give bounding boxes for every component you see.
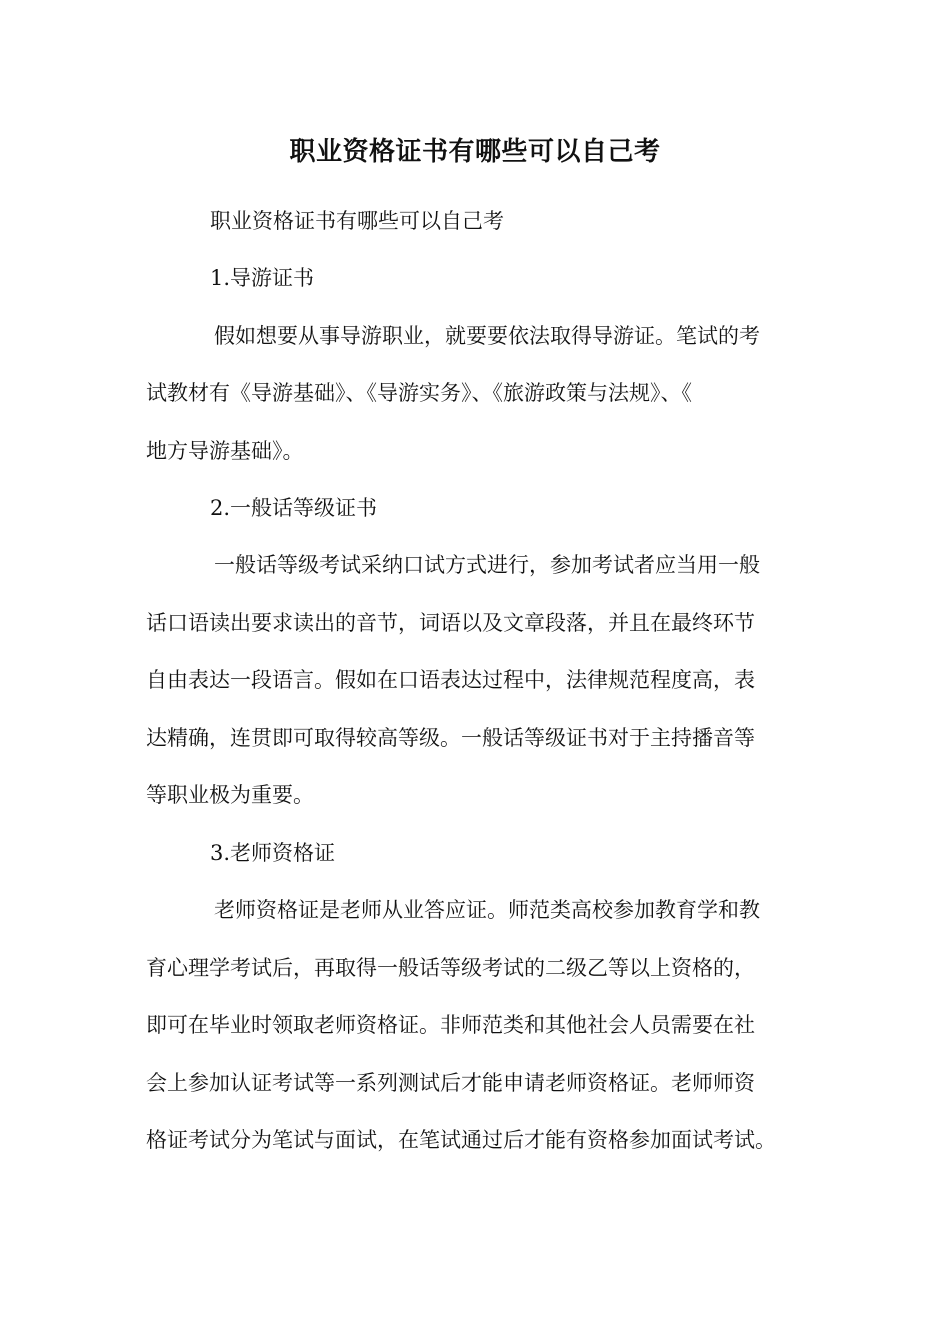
paragraph-line: 话口语读出要求读出的音节，词语以及文章段落，并且在最终环节 [146,611,755,635]
section-heading-2: 2.一般话等级证书 [210,496,378,520]
paragraph-line: 达精确，连贯即可取得较高等级。一般话等级证书对于主持播音等 [146,726,755,750]
section-heading-3: 3.老师资格证 [210,841,336,865]
paragraph-line: 老师资格证是老师从业答应证。师范类高校参加教育学和教 [214,898,760,922]
subtitle-line: 职业资格证书有哪些可以自己考 [210,209,504,233]
paragraph-line: 自由表达一段语言。假如在口语表达过程中，法律规范程度高，表 [146,668,755,692]
paragraph-line: 会上参加认证考试等一系列测试后才能申请老师资格证。老师师资 [146,1071,755,1095]
paragraph-line: 地方导游基础》。 [146,439,304,463]
paragraph-line: 育心理学考试后，再取得一般话等级考试的二级乙等以上资格的， [146,956,755,980]
paragraph-line: 等职业极为重要。 [146,783,314,807]
paragraph-line: 即可在毕业时领取老师资格证。非师范类和其他社会人员需要在社 [146,1013,755,1037]
document-title: 职业资格证书有哪些可以自己考 [289,137,661,167]
paragraph-line: 试教材有《导游基础》、《导游实务》、《旅游政策与法规》、《 [146,381,692,405]
paragraph-line: 格证考试分为笔试与面试，在笔试通过后才能有资格参加面试考试。 [146,1128,776,1152]
paragraph-line: 一般话等级考试采纳口试方式进行，参加考试者应当用一般 [214,553,760,577]
section-heading-1: 1.导游证书 [210,266,315,290]
paragraph-line: 假如想要从事导游职业，就要要依法取得导游证。笔试的考 [214,324,760,348]
